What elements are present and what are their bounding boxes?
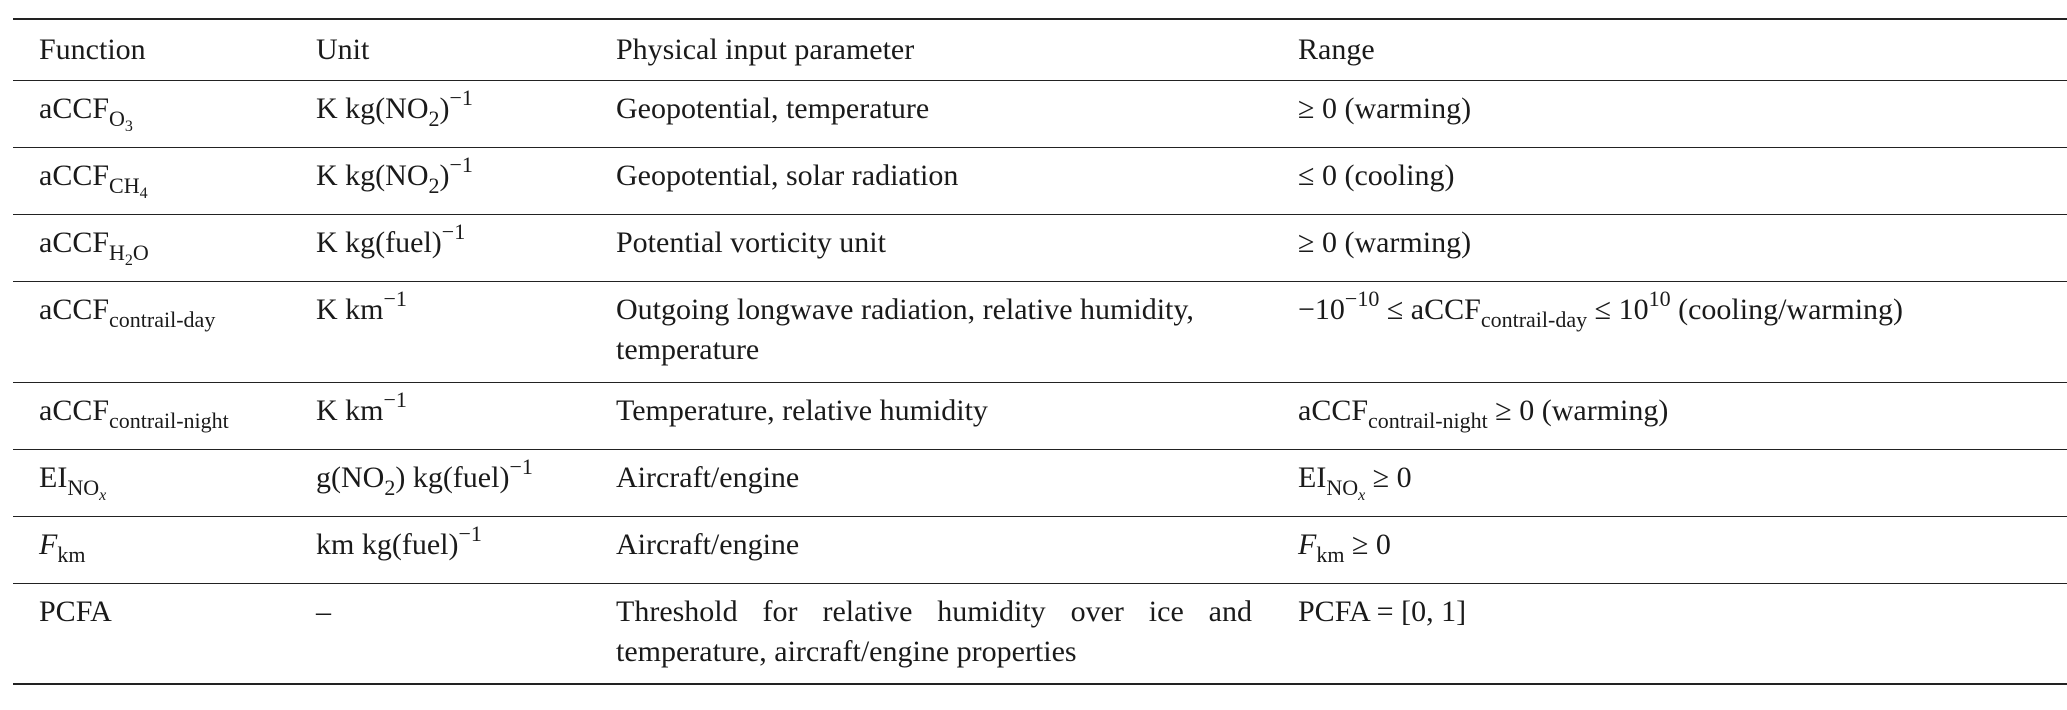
header-row bbox=[13, 19, 2067, 80]
parameter-cell: Temperature, relative humidity bbox=[616, 393, 988, 427]
data-table bbox=[13, 18, 2067, 685]
parameter-cell: Outgoing longwave radiation, relative humidity, temperature bbox=[616, 292, 1194, 366]
range-cell: $-10^{-10}$ ≤ aCCF$_{contrail-day}$ ≤ $10^{10}$ (cooling/warming) bbox=[1298, 285, 1904, 332]
parameter-cell: Geopotential, temperature bbox=[616, 91, 930, 125]
range-cell: ≥ 0 (warming) bbox=[1298, 225, 1472, 259]
header-function: Function bbox=[39, 33, 146, 66]
table-body bbox=[13, 80, 2067, 684]
parameter-cell: Aircraft/engine bbox=[616, 460, 800, 494]
unit-cell: K $kg(NO_2)^{-1}$ bbox=[316, 84, 473, 131]
parameter-cell: Potential vorticity unit bbox=[616, 225, 886, 259]
function-cell: aCCF$_{contrail-day}$ bbox=[39, 292, 216, 332]
function-cell: aCCF$_{contrail-night}$ bbox=[39, 393, 229, 433]
table-row bbox=[13, 281, 2067, 382]
range-cell: $F_{km} \ge 0$ bbox=[1298, 527, 1391, 567]
data-table-container bbox=[13, 18, 2067, 685]
function-cell: aCCF$_{CH_4}$ bbox=[39, 158, 148, 202]
range-cell: $EI_{NO_x} \ge 0$ bbox=[1298, 460, 1412, 504]
unit-cell: K $kg(NO_2)^{-1}$ bbox=[316, 151, 473, 198]
range-cell: PCFA = [0, 1] bbox=[1298, 594, 1467, 628]
function-cell: PCFA bbox=[39, 594, 112, 628]
function-cell: $EI_{NO_x}$ bbox=[39, 460, 107, 504]
parameter-cell: Threshold for relative humidity over ice and temperature, aircraft/engine properties bbox=[616, 594, 1252, 668]
header-range: Range bbox=[1298, 33, 1375, 66]
table-row bbox=[13, 583, 2067, 684]
table-row bbox=[13, 80, 2067, 147]
table-row bbox=[13, 214, 2067, 281]
unit-cell: K kg(fuel)$^{-1}$ bbox=[316, 218, 466, 259]
unit-cell: $g(NO_2)$ kg(fuel)$^{-1}$ bbox=[316, 453, 533, 500]
table-row bbox=[13, 147, 2067, 214]
parameter-cell: Geopotential, solar radiation bbox=[616, 158, 959, 192]
table-row bbox=[13, 449, 2067, 516]
function-cell: $F_{km}$ bbox=[39, 527, 86, 567]
unit-cell: K $km^{-1}$ bbox=[316, 285, 407, 326]
table-row bbox=[13, 382, 2067, 449]
parameter-cell: Aircraft/engine bbox=[616, 527, 800, 561]
header-unit: Unit bbox=[316, 33, 370, 66]
function-cell: aCCF$_{O_3}$ bbox=[39, 91, 133, 135]
range-cell: ≤ 0 (cooling) bbox=[1298, 158, 1455, 192]
unit-cell: – bbox=[316, 594, 331, 628]
table-row bbox=[13, 516, 2067, 583]
function-cell: aCCF$_{H_2O}$ bbox=[39, 225, 149, 269]
range-cell: ≥ 0 (warming) bbox=[1298, 91, 1472, 125]
table-header bbox=[13, 19, 2067, 80]
range-cell: aCCF$_{contrail-night}$ ≥ 0 (warming) bbox=[1298, 393, 1669, 433]
unit-cell: K $km^{-1}$ bbox=[316, 386, 407, 427]
unit-cell: km kg(fuel)$^{-1}$ bbox=[316, 520, 482, 561]
header-parameter: Physical input parameter bbox=[616, 33, 915, 66]
